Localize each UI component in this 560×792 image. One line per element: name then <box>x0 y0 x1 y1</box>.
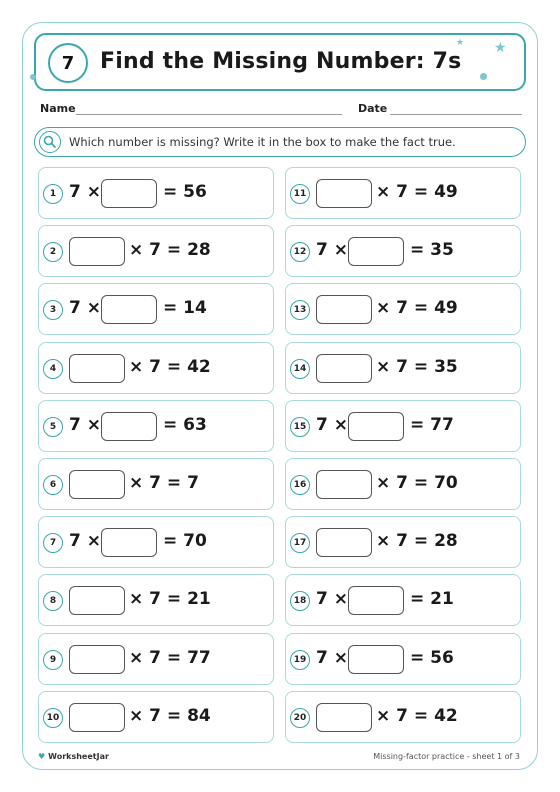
problem-card <box>38 516 274 568</box>
problem-number: 14 <box>290 359 310 379</box>
problem-card <box>38 633 274 685</box>
equation-text: 7 × <box>316 240 348 261</box>
answer-box[interactable] <box>101 528 157 557</box>
decorative-dot <box>480 73 487 80</box>
problem-card <box>285 342 521 394</box>
answer-box[interactable] <box>348 412 404 441</box>
problem-card <box>285 225 521 277</box>
answer-box[interactable] <box>348 586 404 615</box>
decorative-dot <box>30 74 36 80</box>
equation-text: × 7 = 49 <box>376 298 458 319</box>
equation-text: = 21 <box>410 589 454 610</box>
problem-card <box>285 574 521 626</box>
answer-box[interactable] <box>316 295 372 324</box>
problem-card <box>285 167 521 219</box>
problem-number: 2 <box>43 242 63 262</box>
problem-card <box>285 458 521 510</box>
equation-text: × 7 = 42 <box>376 705 458 726</box>
answer-box[interactable] <box>348 237 404 266</box>
equation-text: × 7 = 70 <box>376 473 458 493</box>
answer-box[interactable] <box>316 470 372 499</box>
magnifier-icon <box>39 131 61 153</box>
equation-text: = 70 <box>163 531 207 552</box>
problem-number: 12 <box>290 242 310 262</box>
equation-text: 7 × <box>316 414 348 435</box>
equation-text: × 7 = 21 <box>129 589 211 610</box>
problem-card <box>38 400 274 452</box>
problem-number: 4 <box>43 359 63 379</box>
date-label: Date <box>358 102 388 115</box>
problem-number: 19 <box>290 650 310 670</box>
problem-number: 1 <box>43 184 63 204</box>
problem-number: 15 <box>290 417 310 437</box>
problem-number: 3 <box>43 300 63 320</box>
star-icon: ★ <box>456 38 465 48</box>
answer-box[interactable] <box>316 528 372 557</box>
answer-box[interactable] <box>101 179 157 208</box>
answer-box[interactable] <box>69 354 125 383</box>
problem-number: 5 <box>43 417 63 437</box>
equation-text: = 63 <box>163 414 207 435</box>
name-label: Name <box>40 102 76 115</box>
problem-number: 10 <box>43 708 63 728</box>
problem-number: 11 <box>290 184 310 204</box>
problem-card <box>38 691 274 743</box>
equation-text: × 7 = 84 <box>129 705 211 726</box>
answer-box[interactable] <box>316 179 372 208</box>
equation-text: = 14 <box>163 298 207 319</box>
answer-box[interactable] <box>69 237 125 266</box>
problem-card <box>285 283 521 335</box>
answer-box[interactable] <box>101 412 157 441</box>
problem-card <box>285 691 521 743</box>
equation-text: 7 × <box>69 182 101 202</box>
answer-box[interactable] <box>101 295 157 324</box>
instructions-banner <box>34 127 526 157</box>
instructions-text: Which number is missing? Write it in the box to make the fact true. <box>69 135 456 149</box>
answer-box[interactable] <box>69 470 125 499</box>
brand-name: WorksheetJar <box>48 752 109 761</box>
equation-text: 7 × <box>69 414 101 435</box>
star-icon: ★ <box>494 40 507 56</box>
equation-text: 7 × <box>69 298 101 319</box>
problem-number: 9 <box>43 650 63 670</box>
footer-page-info: Missing-factor practice - sheet 1 of 3 <box>373 752 520 761</box>
problem-card <box>38 458 274 510</box>
heart-icon: ♥ <box>38 752 46 761</box>
equation-text: × 7 = 28 <box>376 531 458 552</box>
equation-text: = 77 <box>410 414 454 435</box>
equation-text: 7 × <box>69 531 101 552</box>
answer-box[interactable] <box>316 354 372 383</box>
footer-brand <box>38 752 109 761</box>
problem-number: 13 <box>290 300 310 320</box>
problem-card <box>38 167 274 219</box>
problem-card <box>285 516 521 568</box>
equation-text: = 35 <box>410 240 454 261</box>
equation-text: = 56 <box>410 647 454 668</box>
problem-card <box>285 633 521 685</box>
problem-card <box>38 225 274 277</box>
problem-card <box>38 283 274 335</box>
problem-number: 17 <box>290 533 310 553</box>
answer-box[interactable] <box>69 645 125 674</box>
answer-box[interactable] <box>316 703 372 732</box>
answer-box[interactable] <box>69 703 125 732</box>
equation-text: × 7 = 28 <box>129 240 211 261</box>
problem-card <box>38 342 274 394</box>
answer-box[interactable] <box>348 645 404 674</box>
problem-number: 7 <box>43 533 63 553</box>
problem-number: 20 <box>290 708 310 728</box>
equation-text: × 7 = 49 <box>376 182 458 202</box>
name-field[interactable] <box>76 114 342 115</box>
date-field[interactable] <box>390 114 522 115</box>
problem-number: 18 <box>290 591 310 611</box>
problem-number: 6 <box>43 475 63 495</box>
worksheet-header <box>34 33 526 91</box>
equation-text: = 56 <box>163 182 207 202</box>
page-title: Find the Missing Number: 7s <box>100 49 462 74</box>
answer-box[interactable] <box>69 586 125 615</box>
equation-text: × 7 = 77 <box>129 647 211 668</box>
times-table-badge: 7 <box>48 43 88 83</box>
equation-text: × 7 = 35 <box>376 356 458 377</box>
problem-number: 8 <box>43 591 63 611</box>
equation-text: × 7 = 7 <box>129 473 199 493</box>
problem-card <box>38 574 274 626</box>
equation-text: 7 × <box>316 647 348 668</box>
equation-text: 7 × <box>316 589 348 610</box>
problem-number: 16 <box>290 475 310 495</box>
problem-card <box>285 400 521 452</box>
equation-text: × 7 = 42 <box>129 356 211 377</box>
